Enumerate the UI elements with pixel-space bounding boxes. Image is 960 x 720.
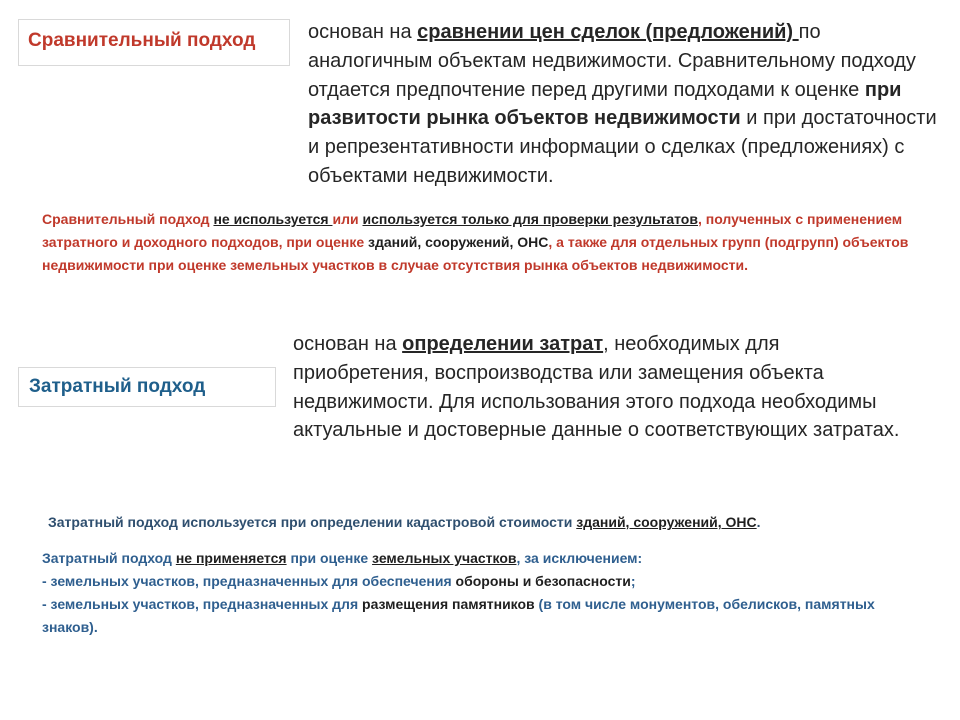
exception-item-defense: - земельных участков, предназначенных для обеспечения [42,573,456,589]
comparative-approach-note [42,208,932,277]
desc-emphasis: определении затрат [402,333,604,355]
cost-approach-label: Затратный подход [18,367,276,407]
note-emphasis: обороны и безопасности [455,573,631,589]
note-emphasis: не используется [213,211,333,227]
exception-item-monuments: - земельных участков, предназначенных для [42,596,363,612]
note-emphasis: не применяется [175,550,287,566]
note-emphasis: размещения памятников [362,596,535,612]
desc-text: и при достаточности и репрезентативности информации о сделках (предложениях) с объектами недвижимости. [308,107,937,187]
note-emphasis: зданий, сооружений, ОНС [576,514,757,530]
note-text: (в том числе монументов, обелисков, памятных знаков). [42,596,875,635]
desc-emphasis: при развитости рынка объектов недвижимости [308,78,902,130]
desc-text: основан на [293,333,403,355]
note-text: Затратный подход используется при определении кадастровой стоимости [48,514,577,530]
note-text: , а также для отдельных групп (подгрупп) объектов недвижимости при оценке земельных участков в случае отсутствия рынка объектов недвижимости. [42,234,909,273]
note-text: , за исключением: [516,550,643,566]
note-text: Сравнительный подход [42,211,214,227]
desc-emphasis: сравнении цен сделок (предложений) [417,21,799,43]
note-text: , полученных с применением затратного и доходного подходов, при оценке [42,211,903,250]
desc-text: основан на [308,21,418,43]
desc-text: , необходимых для приобретения, воспроизводства или замещения объекта недвижимости. Для использования этого подхода необходимы актуальные и достоверные данные о соответствующих затратах. [293,333,900,442]
note-text: ; [630,573,636,589]
cost-approach-description [293,330,913,445]
note-emphasis: зданий, сооружений, ОНС [368,234,549,250]
cost-approach-note [48,511,928,534]
note-text: . [756,514,761,530]
comparative-approach-label: Сравнительный подход [18,19,290,66]
desc-text: по аналогичным объектам недвижимости. Сравнительному подходу отдается предпочтение перед другими подходами к оценке [308,21,916,101]
note-emphasis: используется только для проверки результатов [362,211,698,227]
cost-approach-exceptions [42,547,922,639]
note-text: Затратный подход [42,550,176,566]
note-text: при оценке [286,550,373,566]
note-emphasis: земельных участков [372,550,517,566]
comparative-approach-description [308,18,938,191]
note-text: или [332,211,363,227]
